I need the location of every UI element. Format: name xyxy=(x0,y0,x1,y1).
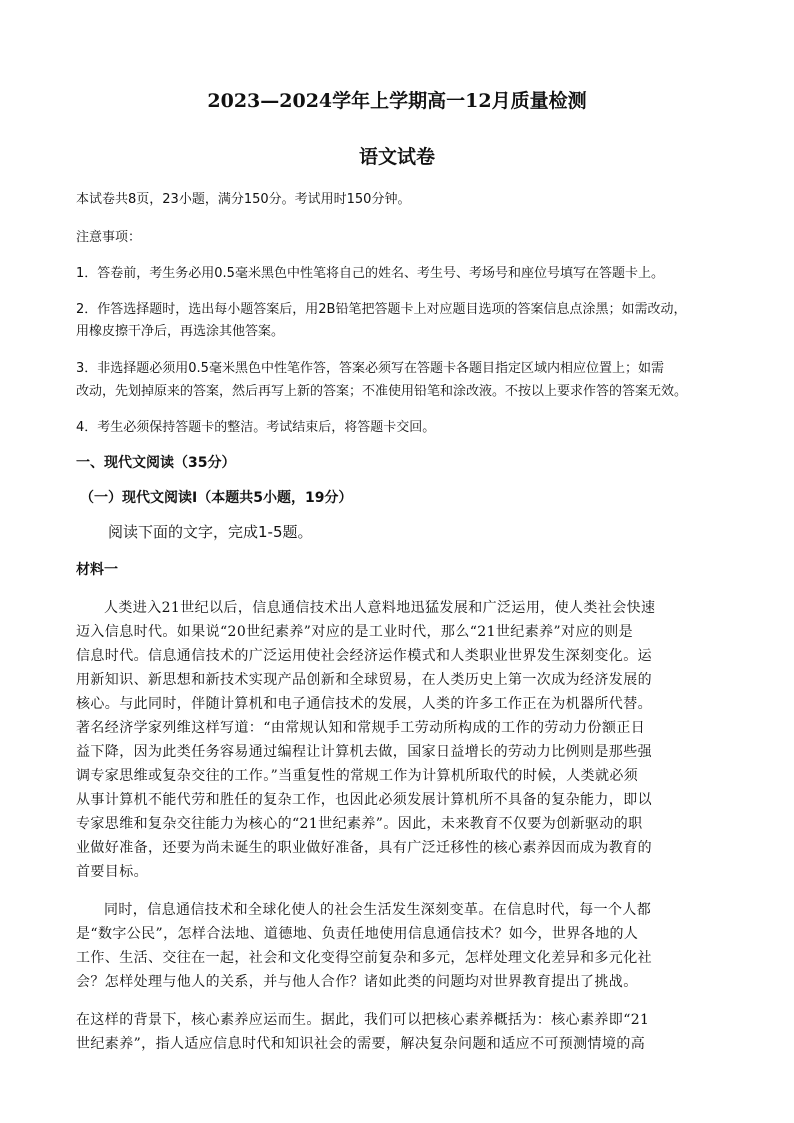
passage-line: 核心。与此同时，伴随计算机和电子通信技术的发展，人类的许多工作正在为机器所代替。 xyxy=(76,696,652,712)
passage-line: 从事计算机不能代劳和胜任的复杂工作，也因此必须发展计算机所不具备的复杂能力，即以 xyxy=(76,792,652,808)
note-line: 4．考生必须保持答题卡的整洁。考试结束后，将答题卡交回。 xyxy=(76,420,436,435)
passage-line: 会？怎样处理与他人的关系，并与他人合作？诸如此类的问题均对世界教育提出了挑战。 xyxy=(76,974,638,990)
passage-line: 著名经济学家列维这样写道：“由常规认知和常规手工劳动所构成的工作的劳动力份额正日 xyxy=(76,720,646,736)
passage-line: 益下降，因为此类任务容易通过编程让计算机去做，国家日益增长的劳动力比例则是那些强 xyxy=(76,744,652,760)
material-label: 材料一 xyxy=(76,562,118,578)
note-line: 1．答卷前，考生务必用0.5毫米黑色中性笔将自己的姓名、考生号、考场号和座位号填写在答题卡上。 xyxy=(76,266,664,281)
passage-line: 同时，信息通信技术和全球化使人的社会生活发生深刻变革。在信息时代，每一个人都 xyxy=(104,902,652,918)
exam-title: 2023—2024学年上学期高一12月质量检测 xyxy=(207,90,587,112)
note-line: 2．作答选择题时，选出每小题答案后，用2B铅笔把答题卡上对应题目选项的答案信息点涂黑；如需改动， xyxy=(76,302,687,317)
passage-line: 是“数字公民”，怎样合法地、道德地、负责任地使用信息通信技术？如今，世界各地的人 xyxy=(76,926,639,942)
note-line: 3．非选择题必须用0.5毫米黑色中性笔作答，答案必须写在答题卡各题目指定区域内相应位置上；如需 xyxy=(76,361,664,376)
passage-line: 人类进入21世纪以后，信息通信技术出人意料地迅猛发展和广泛运用，使人类社会快速 xyxy=(104,600,656,616)
header-info: 本试卷共8页，23小题，满分150分。考试用时150分钟。 xyxy=(76,192,411,207)
passage-line: 用新知识、新思想和新技术实现产品创新和全球贸易，在人类历史上第一次成为经济发展的 xyxy=(76,672,652,688)
passage-line: 首要目标。 xyxy=(76,864,148,880)
section-subheading: （一）现代文阅读Ⅰ（本题共5小题，19分） xyxy=(80,490,353,506)
exam-subtitle: 语文试卷 xyxy=(358,146,435,168)
note-line: 改动，先划掉原来的答案，然后再写上新的答案；不准使用铅笔和涂改液。不按以上要求作答的答案无效。 xyxy=(76,384,688,399)
section-heading: 一、现代文阅读（35分） xyxy=(76,455,236,471)
passage-line: 调专家思维或复杂交往的工作。”当重复性的常规工作为计算机所取代的时候，人类就必须 xyxy=(76,768,639,784)
passage-line: 迈入信息时代。如果说“20世纪素养”对应的是工业时代，那么“21世纪素养”对应的则是 xyxy=(76,624,634,640)
passage-line: 信息时代。信息通信技术的广泛运用使社会经济运作模式和人类职业世界发生深刻变化。运 xyxy=(76,648,652,664)
passage-line: 工作、生活、交往在一起，社会和文化变得空前复杂和多元，怎样处理文化差异和多元化社 xyxy=(76,950,652,966)
passage-line: 业做好准备，还要为尚未诞生的职业做好准备，具有广泛迁移性的核心素养因而成为教育的 xyxy=(76,840,652,856)
passage-line: 在这样的背景下，核心素养应运而生。据此，我们可以把核心素养概括为：核心素养即“21 xyxy=(76,1012,650,1028)
section-instruction: 阅读下面的文字，完成1-5题。 xyxy=(108,523,313,541)
notes-label: 注意事项： xyxy=(76,230,142,245)
note-line: 用橡皮擦干净后，再选涂其他答案。 xyxy=(76,324,285,339)
passage-line: 专家思维和复杂交往能力为核心的“21世纪素养”。因此，未来教育不仅要为创新驱动的职 xyxy=(76,816,643,832)
passage-line: 世纪素养”，指人适应信息时代和知识社会的需要，解决复杂问题和适应不可预测情境的高 xyxy=(76,1036,646,1052)
